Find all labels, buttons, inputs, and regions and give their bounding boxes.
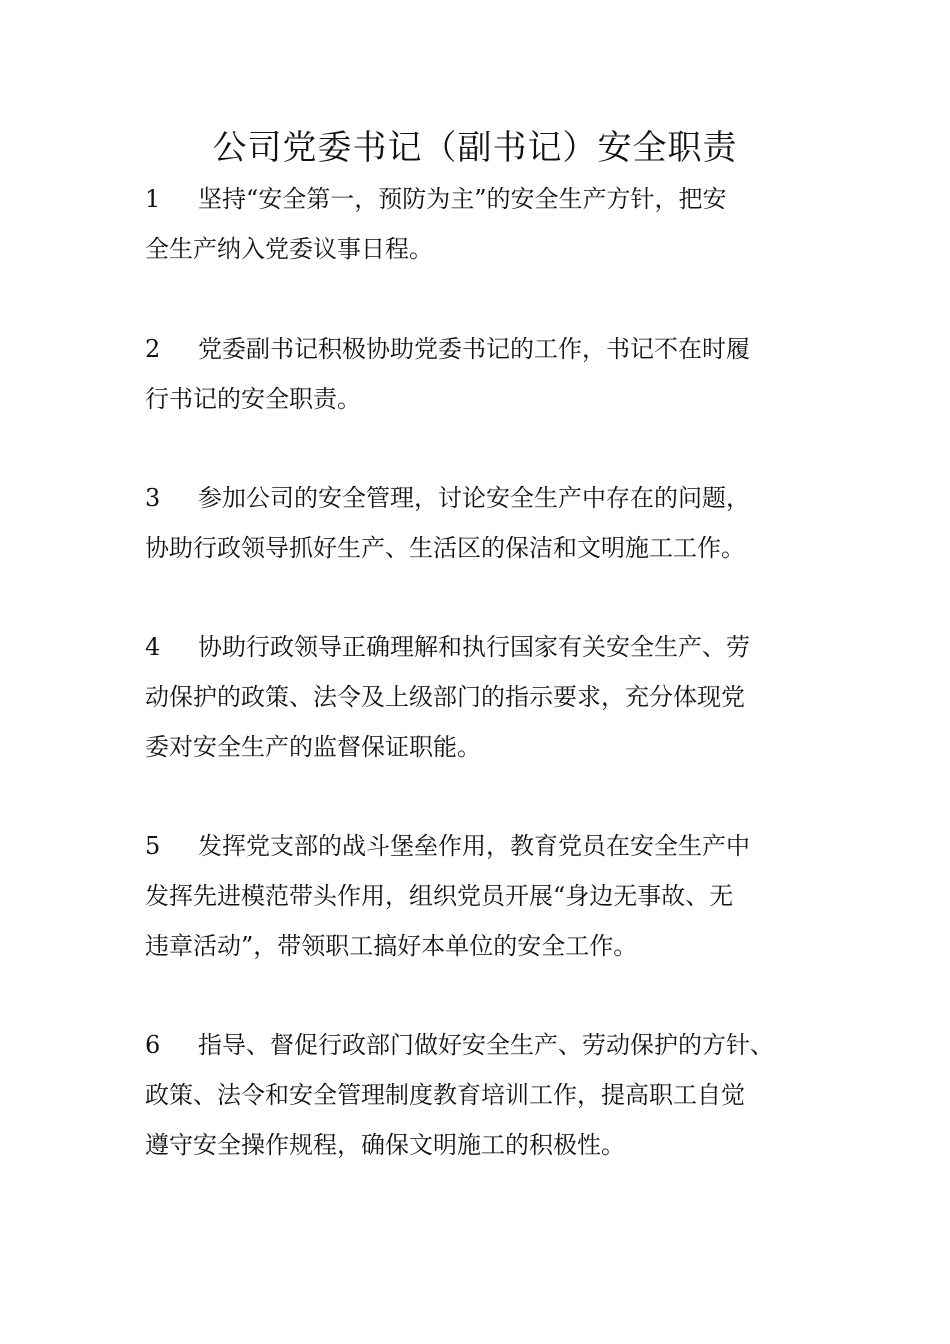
duty-item-line [145, 473, 845, 523]
item-number: 2 [145, 335, 161, 363]
item-text: 党委副书记积极协助党委书记的工作，书记不在时履 [198, 335, 750, 363]
duty-item-3 [145, 473, 845, 573]
duty-item-line: 遵守安全操作规程，确保文明施工的积极性。 [145, 1131, 625, 1159]
item-text: 协助行政领导正确理解和执行国家有关安全生产、劳 [198, 633, 750, 661]
duty-item-6 [145, 1020, 845, 1170]
item-text: 指导、督促行政部门做好安全生产、劳动保护的方针、 [198, 1031, 774, 1059]
duty-item-line [145, 324, 845, 374]
duty-item-line: 政策、法令和安全管理制度教育培训工作，提高职工自觉 [145, 1081, 745, 1109]
duty-item-line [145, 622, 845, 672]
duty-item-line: 全生产纳入党委议事日程。 [145, 235, 433, 263]
item-text: 发挥党支部的战斗堡垒作用，教育党员在安全生产中 [198, 832, 750, 860]
duty-item-line [145, 821, 845, 871]
duty-item-line: 委对安全生产的监督保证职能。 [145, 733, 481, 761]
item-number: 3 [145, 484, 161, 512]
duty-item-line: 违章活动”，带领职工搞好本单位的安全工作。 [145, 932, 638, 960]
duty-item-line: 动保护的政策、法令及上级部门的指示要求，充分体现党 [145, 683, 745, 711]
duty-item-line: 协助行政领导抓好生产、生活区的保洁和文明施工工作。 [145, 534, 745, 562]
duty-item-4 [145, 622, 845, 772]
duty-item-1 [145, 174, 845, 274]
item-text: 参加公司的安全管理，讨论安全生产中存在的问题， [198, 484, 750, 512]
duty-item-line [145, 1020, 845, 1070]
document-title: 公司党委书记（副书记）安全职责 [212, 128, 738, 168]
duty-item-2 [145, 324, 845, 424]
item-number: 1 [145, 185, 161, 213]
duty-item-line [145, 174, 845, 224]
item-number: 6 [145, 1031, 161, 1059]
duty-item-5 [145, 821, 845, 971]
item-number: 5 [145, 832, 161, 860]
item-text: 坚持“安全第一，预防为主”的安全生产方针，把安 [198, 185, 727, 213]
item-number: 4 [145, 633, 161, 661]
duty-item-line: 发挥先进模范带头作用，组织党员开展“身边无事故、无 [145, 882, 734, 910]
duty-item-line: 行书记的安全职责。 [145, 385, 361, 413]
